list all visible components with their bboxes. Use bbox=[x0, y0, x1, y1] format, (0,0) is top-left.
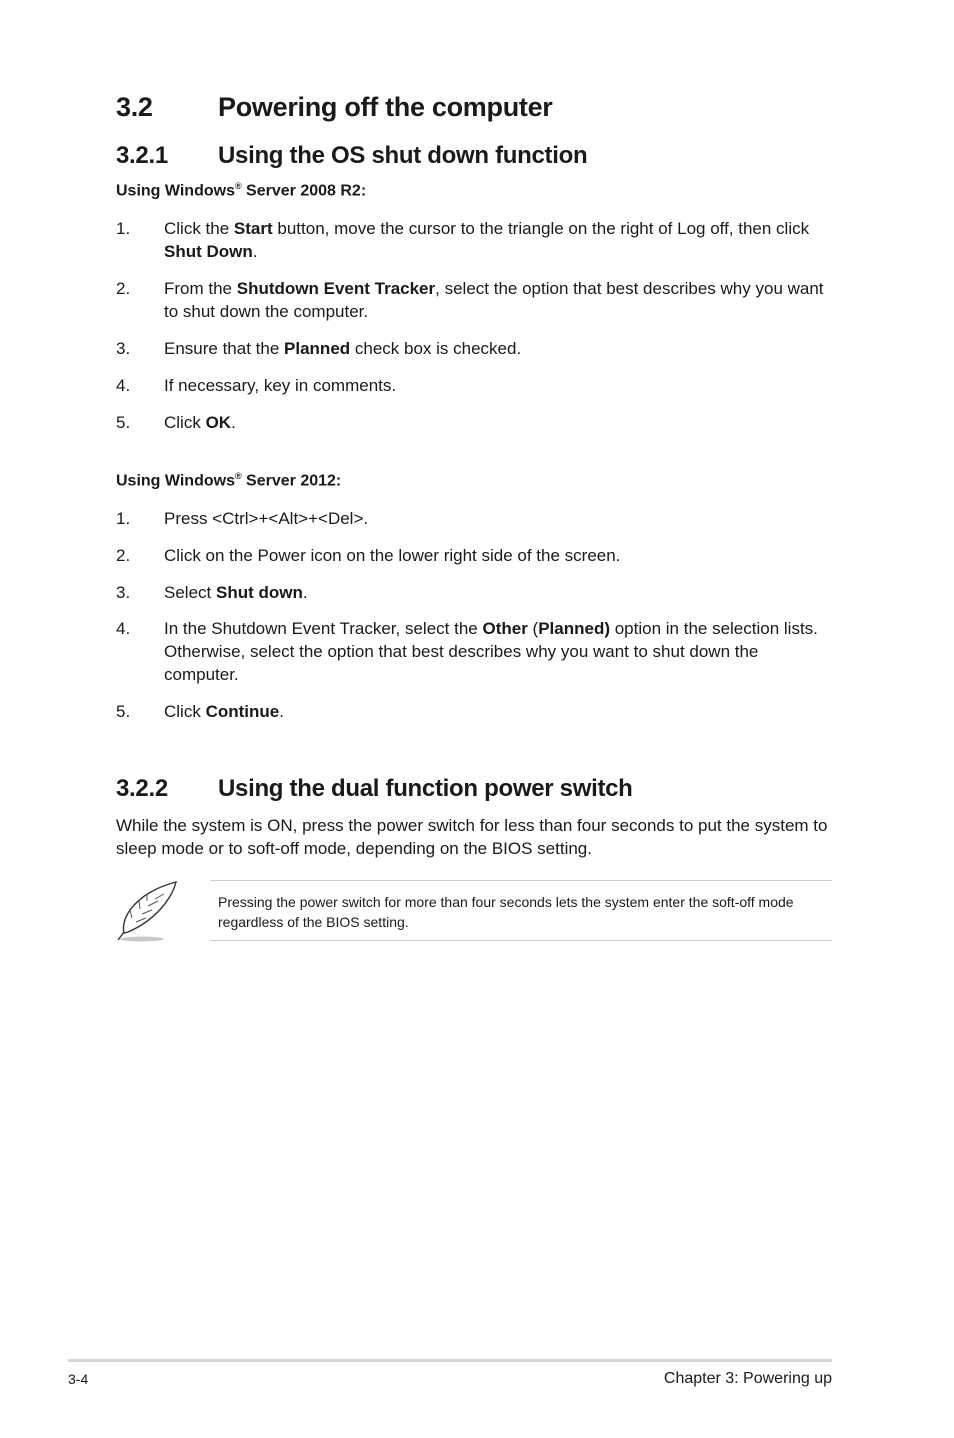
list-item bbox=[116, 217, 832, 263]
list-item bbox=[116, 700, 832, 723]
section-title: Powering off the computer bbox=[218, 92, 553, 122]
subsection-heading-os-shutdown bbox=[116, 142, 836, 172]
list-text: Click the Start button, move the cursor to the triangle on the right of Log off, then click Shut Down. bbox=[164, 219, 810, 261]
note-text: Pressing the power switch for more than four seconds lets the system enter the soft-off mode regardless of the BIOS setting. bbox=[218, 894, 794, 930]
body-paragraph: While the system is ON, press the power switch for less than four seconds to put the system to sleep mode or to soft-off mode, depending on the BIOS setting. bbox=[116, 816, 828, 858]
list-item bbox=[116, 617, 832, 686]
list-text: From the Shutdown Event Tracker, select the option that best describes why you want to shut down the computer. bbox=[164, 279, 824, 321]
list-text: Click OK. bbox=[164, 413, 236, 432]
list-text: If necessary, key in comments. bbox=[164, 376, 397, 395]
note-icon bbox=[112, 878, 184, 944]
footer-rule bbox=[68, 1359, 832, 1362]
list-item bbox=[116, 544, 832, 567]
emphasis-text: Continue bbox=[205, 702, 280, 721]
list-item bbox=[116, 277, 832, 323]
list-text: Click Continue. bbox=[164, 702, 284, 721]
subsection-heading-power-switch bbox=[116, 775, 836, 805]
note-bottom-rule bbox=[210, 940, 832, 941]
emphasis-text: Shut down bbox=[215, 583, 303, 602]
emphasis-text: Planned) bbox=[538, 619, 610, 638]
list-item bbox=[116, 337, 832, 360]
chapter-label: Chapter 3: Powering up bbox=[663, 1370, 832, 1387]
list-item bbox=[116, 411, 832, 434]
section-heading bbox=[116, 92, 836, 126]
list-number: 2. bbox=[116, 546, 131, 565]
emphasis-text: Shutdown Event Tracker bbox=[236, 279, 436, 298]
feather-pen-icon bbox=[112, 878, 184, 944]
emphasis-text: Planned bbox=[284, 339, 351, 358]
list-number: 4. bbox=[116, 619, 131, 638]
emphasis-text: Shut Down bbox=[164, 242, 253, 261]
list-text: Select Shut down. bbox=[164, 583, 308, 602]
list-text: Ensure that the Planned check box is checked. bbox=[164, 339, 522, 358]
list-item bbox=[116, 581, 832, 604]
group-heading-2012: Using Windows® Server 2012: bbox=[116, 471, 342, 490]
list-number: 1. bbox=[116, 219, 131, 238]
list-number: 2. bbox=[116, 279, 131, 298]
note-top-rule bbox=[210, 880, 832, 881]
list-text: In the Shutdown Event Tracker, select the Other (Planned) option in the selection lists. Otherwise, select the option that best describes why you want to shut down the computer. bbox=[164, 619, 818, 684]
emphasis-text: Start bbox=[233, 219, 273, 238]
list-item bbox=[116, 507, 832, 530]
subsection-number: 3.2.1 bbox=[116, 142, 168, 169]
list-item bbox=[116, 374, 832, 397]
page-number: 3-4 bbox=[68, 1371, 89, 1387]
list-number: 5. bbox=[116, 413, 131, 432]
section-number: 3.2 bbox=[116, 92, 153, 122]
list-number: 5. bbox=[116, 702, 131, 721]
emphasis-text: Other bbox=[482, 619, 528, 638]
list-text: Press <Ctrl>+<Alt>+<Del>. bbox=[164, 509, 369, 528]
subsection-number: 3.2.2 bbox=[116, 775, 168, 802]
list-number: 3. bbox=[116, 339, 131, 358]
list-number: 1. bbox=[116, 509, 131, 528]
group-heading-2008: Using Windows® Server 2008 R2: bbox=[116, 181, 367, 200]
list-number: 4. bbox=[116, 376, 131, 395]
list-text: Click on the Power icon on the lower right side of the screen. bbox=[164, 546, 621, 565]
emphasis-text: OK bbox=[205, 413, 232, 432]
list-number: 3. bbox=[116, 583, 131, 602]
subsection-title: Using the OS shut down function bbox=[218, 142, 588, 169]
subsection-title: Using the dual function power switch bbox=[218, 775, 633, 802]
